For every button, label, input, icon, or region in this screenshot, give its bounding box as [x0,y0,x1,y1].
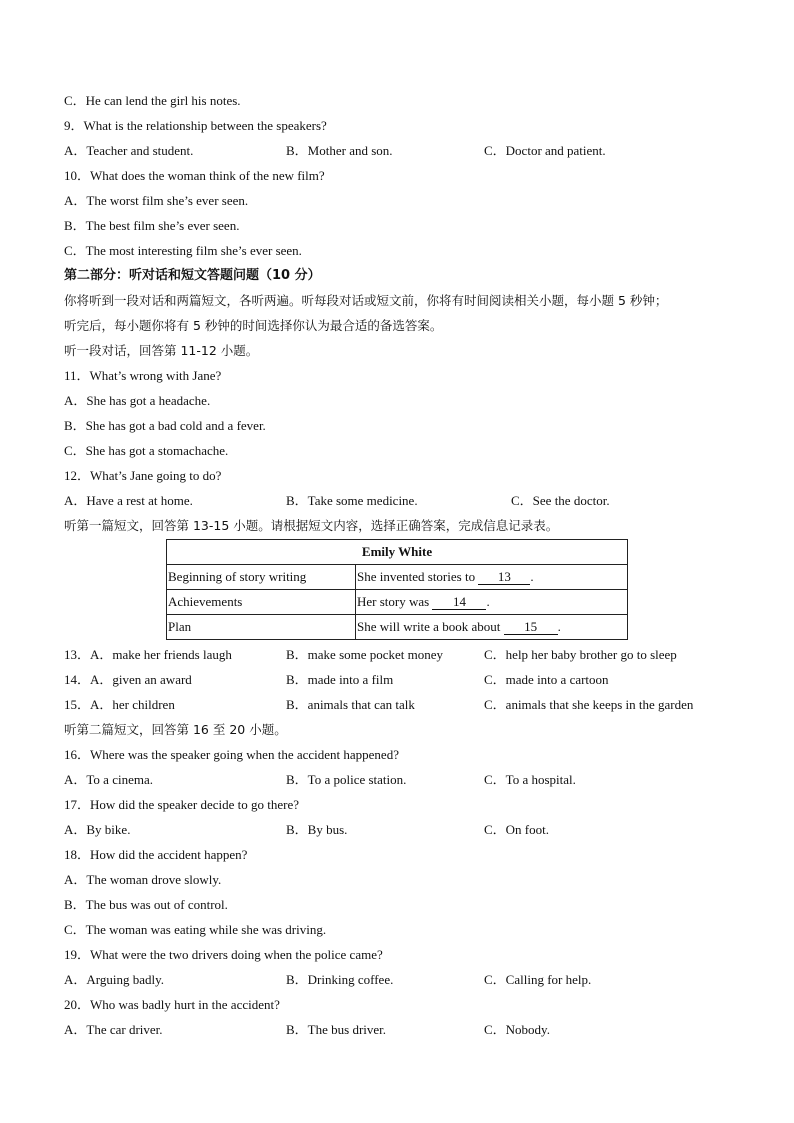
q14-option-c: C．made into a cartoon [484,672,609,687]
q20-options [64,1017,744,1042]
q17-options [64,817,744,842]
q15-option-b: B．animals that can talk [286,697,415,712]
q10-stem: 10．What does the woman think of the new film? [64,168,325,183]
q11-option-c: C．She has got a stomachache. [64,443,229,458]
q8-option-c: C．He can lend the girl his notes. [64,93,241,108]
table-row [167,615,628,640]
exam-page [64,88,744,1042]
q10-option-b: B．The best film she’s ever seen. [64,218,240,233]
q16-option-c: C．To a hospital. [484,772,576,787]
q19-options [64,967,744,992]
table-row-label: Plan [167,615,356,640]
q9-stem: 9．What is the relationship between the speakers? [64,118,327,133]
passage2-intro: 听第二篇短文，回答第 16 至 20 小题。 [64,722,287,737]
q18-option-b: B．The bus was out of control. [64,897,228,912]
q9-option-b: B．Mother and son. [286,143,393,158]
q18-option-c: C．The woman was eating while she was driving. [64,922,327,937]
q19-option-a: A．Arguing badly. [64,972,165,987]
q13-option-a: 13．A．make her friends laugh [64,647,232,662]
q15-option-a: 15．A．her children [64,697,175,712]
q11-stem: 11．What’s wrong with Jane? [64,368,222,383]
q13-option-c: C．help her baby brother go to sleep [484,647,677,662]
q13-options [64,642,744,667]
q16-option-b: B．To a police station. [286,772,407,787]
q20-option-a: A．The car driver. [64,1022,163,1037]
q17-option-c: C．On foot. [484,822,550,837]
info-record-table [166,539,628,640]
q19-stem: 19．What were the two drivers doing when the police came? [64,947,383,962]
part2-title: 第二部分：听对话和短文答题问题（10 分） [64,268,321,283]
q15-option-c: C．animals that she keeps in the garden [484,697,694,712]
q14-option-a: 14．A．given an award [64,672,192,687]
q18-stem: 18．How did the accident happen? [64,847,248,862]
table-title: Emily White [167,540,628,565]
q17-stem: 17．How did the speaker decide to go there? [64,797,300,812]
q14-options [64,667,744,692]
table-row-value: Her story was 14 . [356,590,628,615]
q9-option-a: A．Teacher and student. [64,143,194,158]
q17-option-b: B．By bus. [286,822,348,837]
q12-options [64,488,744,513]
q18-option-a: A．The woman drove slowly. [64,872,222,887]
table-row [167,590,628,615]
table-row-value: She invented stories to 13 . [356,565,628,590]
part2-instruction-1: 你将听到一段对话和两篇短文，各听两遍。听每段对话或短文前，你将有时间阅读相关小题，每小题 5 秒钟； [64,293,668,308]
table-row-label: Beginning of story writing [167,565,356,590]
q10-option-c: C．The most interesting film she’s ever seen. [64,243,302,258]
answer-blank-13: 13 [478,570,530,585]
q13-option-b: B．make some pocket money [286,647,444,662]
passage1-intro: 听第一篇短文，回答第 13-15 小题。请根据短文内容，选择正确答案，完成信息记录表。 [64,518,559,533]
q11-option-b: B．She has got a bad cold and a fever. [64,418,266,433]
q16-option-a: A．To a cinema. [64,772,153,787]
q19-option-b: B．Drinking coffee. [286,972,394,987]
q12-option-b: B．Take some medicine. [286,493,418,508]
q15-options [64,692,744,717]
table-row [167,565,628,590]
q11-option-a: A．She has got a headache. [64,393,211,408]
q20-stem: 20．Who was badly hurt in the accident? [64,997,280,1012]
q17-option-a: A．By bike. [64,822,131,837]
q14-option-b: B．made into a film [286,672,394,687]
q20-option-c: C．Nobody. [484,1022,550,1037]
table-row-label: Achievements [167,590,356,615]
q10-option-a: A．The worst film she’s ever seen. [64,193,249,208]
q16-options [64,767,744,792]
q9-option-c: C．Doctor and patient. [484,143,606,158]
q20-option-b: B．The bus driver. [286,1022,387,1037]
q16-stem: 16．Where was the speaker going when the accident happened? [64,747,399,762]
answer-blank-14: 14 [432,595,486,610]
answer-blank-15: 15 [504,620,558,635]
q9-options [64,138,744,163]
table-row-value: She will write a book about 15 . [356,615,628,640]
q12-stem: 12．What’s Jane going to do? [64,468,222,483]
q19-option-c: C．Calling for help. [484,972,592,987]
part2-instruction-2: 听完后，每小题你将有 5 秒钟的时间选择你认为最合适的备选答案。 [64,318,443,333]
q12-option-a: A．Have a rest at home. [64,493,193,508]
q12-option-c: C．See the doctor. [511,493,610,508]
dialog-intro: 听一段对话，回答第 11-12 小题。 [64,343,259,358]
